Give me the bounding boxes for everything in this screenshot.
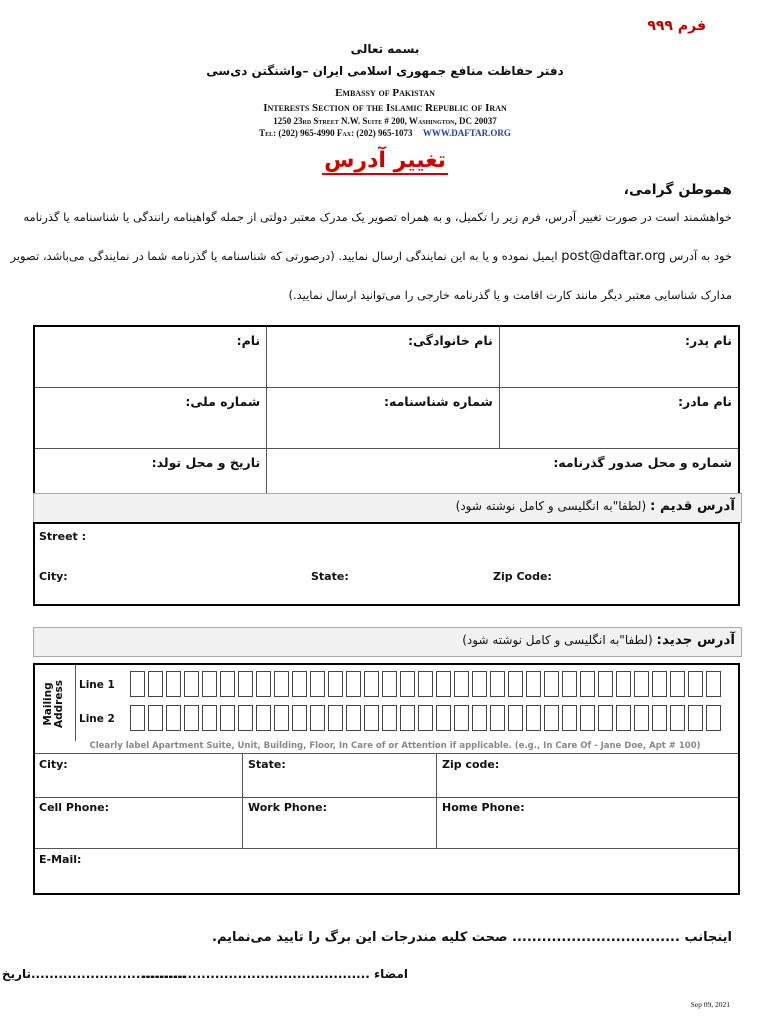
char-box[interactable]: [310, 705, 325, 731]
section-name: Interests Section of the Islamic Republic of Iran: [263, 102, 507, 114]
new-state-field[interactable]: State:: [248, 758, 286, 771]
char-box[interactable]: [490, 705, 505, 731]
phones: Tel: (202) 965-4990 Fax: (202) 965-1073: [259, 128, 413, 138]
char-box[interactable]: [256, 671, 271, 697]
char-box[interactable]: [454, 671, 469, 697]
line-1-boxes[interactable]: [130, 671, 724, 697]
char-box[interactable]: [328, 671, 343, 697]
char-box[interactable]: [184, 705, 199, 731]
divider: [35, 753, 738, 754]
char-box[interactable]: [346, 671, 361, 697]
char-box[interactable]: [166, 705, 181, 731]
char-box[interactable]: [220, 671, 235, 697]
office-name: دفتر حفاظت منافع جمهوری اسلامی ایران –واشنگتن دی‌سی: [206, 64, 564, 78]
email-link[interactable]: post@daftar.org: [561, 249, 666, 264]
form-number: فرم ۹۹۹: [647, 18, 706, 34]
char-box[interactable]: [634, 671, 649, 697]
char-box[interactable]: [688, 705, 703, 731]
line-1-label: Line 1: [79, 679, 115, 691]
char-box[interactable]: [526, 705, 541, 731]
mother-name-field[interactable]: نام مادر:: [499, 388, 739, 449]
char-box[interactable]: [274, 671, 289, 697]
char-box[interactable]: [418, 705, 433, 731]
char-box[interactable]: [328, 705, 343, 731]
home-phone-field[interactable]: Home Phone:: [442, 801, 525, 814]
old-state-field[interactable]: State:: [311, 570, 349, 583]
family-name-field[interactable]: نام خانوادگی:: [267, 326, 500, 388]
divider: [436, 753, 437, 848]
char-box[interactable]: [508, 705, 523, 731]
old-city-field[interactable]: City:: [39, 570, 68, 583]
char-box[interactable]: [364, 671, 379, 697]
divider: [35, 848, 738, 849]
char-box[interactable]: [184, 671, 199, 697]
cell-phone-field[interactable]: Cell Phone:: [39, 801, 110, 814]
declaration: اینجانب .................................. صحت کلیه مندرجات این برگ را تایید می‌نمایم.: [212, 930, 732, 945]
char-box[interactable]: [598, 671, 613, 697]
new-city-field[interactable]: City:: [39, 758, 68, 771]
new-address-heading: آدرس جدید: (لطفا"به انگلیسی و کامل نوشته شود): [33, 627, 742, 657]
new-zip-field[interactable]: Zip code:: [442, 758, 500, 771]
char-box[interactable]: [508, 671, 523, 697]
char-box[interactable]: [562, 705, 577, 731]
father-name-field[interactable]: نام پدر:: [499, 326, 739, 388]
char-box[interactable]: [148, 671, 163, 697]
line-2-boxes[interactable]: [130, 705, 724, 731]
old-address-heading: آدرس قدیم : (لطفا"به انگلیسی و کامل نوشته شود): [33, 493, 742, 523]
char-box[interactable]: [472, 671, 487, 697]
char-box[interactable]: [616, 705, 631, 731]
char-box[interactable]: [634, 705, 649, 731]
char-box[interactable]: [202, 705, 217, 731]
char-box[interactable]: [130, 705, 145, 731]
national-id-field[interactable]: شماره ملی:: [34, 388, 267, 449]
address-hint: Clearly label Apartment Suite, Unit, Building, Floor, In Care of or Attention if applicable. (e.g., In Care Of - Jane Doe, Apt # 100): [89, 741, 701, 751]
old-street-field[interactable]: Street :: [39, 530, 87, 543]
date-field[interactable]: ..................................تاریخ: [1, 967, 186, 981]
embassy-name: Embassy of Pakistan: [335, 87, 435, 99]
form-title: تغییر آدرس: [324, 148, 446, 173]
char-box[interactable]: [166, 671, 181, 697]
char-box[interactable]: [598, 705, 613, 731]
contact-line: [0, 128, 770, 138]
old-zip-field[interactable]: Zip Code:: [493, 570, 552, 583]
char-box[interactable]: [292, 671, 307, 697]
char-box[interactable]: [382, 671, 397, 697]
intro-line-1: خواهشمند است در صورت تغییر آدرس، فرم زیر را تکمیل، و به همراه تصویر یک مدرک معتبر دولتی از جمله گواهینامه رانندگی یا شناسنامه یا گذرنامه: [23, 210, 732, 224]
divider: [242, 753, 243, 848]
char-box[interactable]: [400, 705, 415, 731]
bismillah: بسمه تعالی: [350, 42, 420, 56]
char-box[interactable]: [526, 671, 541, 697]
char-box[interactable]: [400, 671, 415, 697]
mailing-address-label: Mailing Address: [35, 665, 76, 741]
birth-cert-field[interactable]: شماره شناسنامه:: [267, 388, 500, 449]
intro-line-3: مدارک شناسایی معتبر دیگر مانند کارت اقامت و یا گذرنامه خارجی را می‌توانید ارسال نمایید.): [288, 288, 732, 302]
new-address-box: [33, 663, 740, 895]
char-box[interactable]: [274, 705, 289, 731]
char-box[interactable]: [490, 671, 505, 697]
char-box[interactable]: [256, 705, 271, 731]
website-link[interactable]: WWW.DAFTAR.ORG: [422, 128, 511, 138]
char-box[interactable]: [292, 705, 307, 731]
char-box[interactable]: [130, 671, 145, 697]
char-box[interactable]: [688, 671, 703, 697]
intro-line-2: خود به آدرس post@daftar.org ایمیل نموده و یا به این نمایندگی ارسال نمایید. (درصورتی که شناسنامه یا گذرنامه شما در نمایندگی می‌باشد، تصویر: [10, 249, 732, 264]
char-box[interactable]: [670, 705, 685, 731]
greeting: هموطن گرامی،: [623, 182, 732, 198]
char-box[interactable]: [670, 671, 685, 697]
char-box[interactable]: [706, 671, 721, 697]
char-box[interactable]: [544, 671, 559, 697]
divider: [35, 797, 738, 798]
char-box[interactable]: [652, 705, 667, 731]
char-box[interactable]: [436, 671, 451, 697]
char-box[interactable]: [472, 705, 487, 731]
char-box[interactable]: [562, 671, 577, 697]
char-box[interactable]: [652, 671, 667, 697]
work-phone-field[interactable]: Work Phone:: [248, 801, 328, 814]
char-box[interactable]: [202, 671, 217, 697]
char-box[interactable]: [238, 671, 253, 697]
signature-field[interactable]: امضاء ..................................................: [141, 967, 408, 981]
char-box[interactable]: [310, 671, 325, 697]
passport-field[interactable]: شماره و محل صدور گذرنامه:: [267, 449, 739, 511]
char-box[interactable]: [544, 705, 559, 731]
char-box[interactable]: [418, 671, 433, 697]
char-box[interactable]: [382, 705, 397, 731]
char-box[interactable]: [346, 705, 361, 731]
personal-info-table: [33, 325, 740, 511]
char-box[interactable]: [148, 705, 163, 731]
embassy-address: 1250 23rd Street N.W. Suite # 200, Washington, DC 20037: [273, 116, 497, 126]
char-box[interactable]: [580, 671, 595, 697]
birth-date-place-field[interactable]: تاریخ و محل تولد:: [34, 449, 267, 511]
old-address-box: [33, 522, 740, 606]
footer-date: Sep 09, 2021: [690, 1000, 730, 1009]
char-box[interactable]: [364, 705, 379, 731]
char-box[interactable]: [220, 705, 235, 731]
char-box[interactable]: [238, 705, 253, 731]
char-box[interactable]: [454, 705, 469, 731]
email-field[interactable]: E-Mail:: [39, 853, 82, 866]
char-box[interactable]: [580, 705, 595, 731]
char-box[interactable]: [706, 705, 721, 731]
name-field[interactable]: نام:: [34, 326, 267, 388]
char-box[interactable]: [436, 705, 451, 731]
char-box[interactable]: [616, 671, 631, 697]
line-2-label: Line 2: [79, 713, 115, 725]
